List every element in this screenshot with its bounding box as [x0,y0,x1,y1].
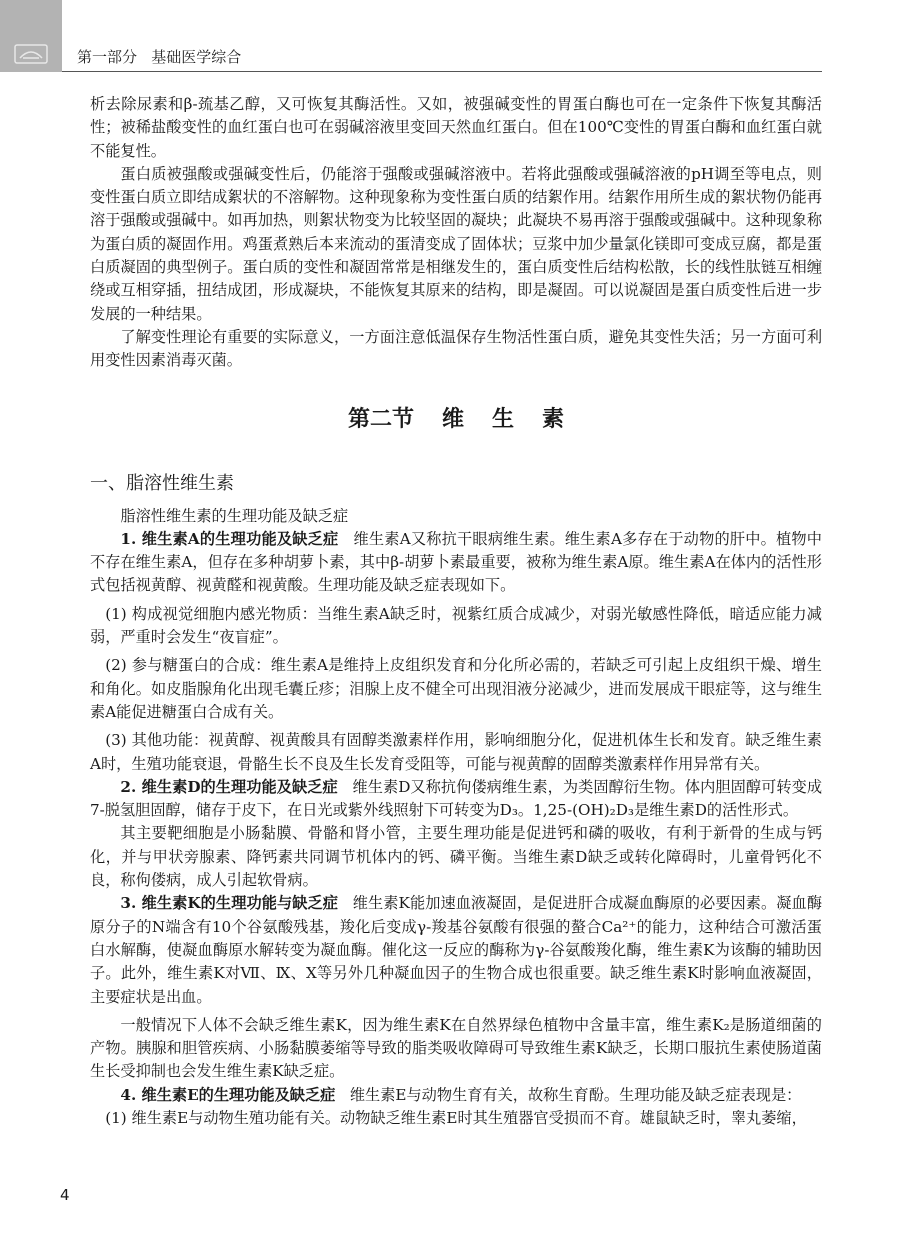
intro-line: 脂溶性维生素的生理功能及缺乏症 [120,506,349,525]
list-item: (1) 维生素E与动物生殖功能有关。动物缺乏维生素E时其生殖器官受损而不育。雄鼠缺乏时，睾丸萎缩， [105,1108,807,1127]
header-rule [62,71,822,72]
vitamin-d-paragraph: 2. 维生素D的生理功能及缺乏症 维生素D又称抗佝偻病维生素，为类固醇衍生物。体内胆固醇可转变成7-脱氢胆固醇，储存于皮下，在日光或紫外线照射下可转变为D₃。1,25-(OH)₂D₃是维生素D的活性形式。 [90,777,823,820]
list-item: (3) 其他功能：视黄醇、视黄酸具有固醇类激素样作用，影响细胞分化，促进机体生长和发育。缺乏维生素A时，生殖功能衰退，骨骼生长不良及生长发育受阻等，可能与视黄醇的固醇类激素样作用异常有关。 [90,731,822,773]
paragraph: 了解变性理论有重要的实际意义，一方面注意低温保存生物活性蛋白质，避免其变性失活；另一方面可利用变性因素消毒灭菌。 [90,327,822,370]
subsection-title: 一、脂溶性维生素 [90,472,234,494]
vitamin-d-heading: 2. 维生素D的生理功能及缺乏症 [120,777,338,796]
paragraph: 析去除尿素和β-巯基乙醇，又可恢复其酶活性。又如，被强碱变性的胃蛋白酶也可在一定条件下恢复其酶活性；被稀盐酸变性的血红蛋白也可在弱碱溶液里变回天然血红蛋白。但在100℃变性的胃蛋白酶和血红蛋白就不能复性。 [90,95,822,160]
vitamin-a-paragraph: 1. 维生素A的生理功能及缺乏症 维生素A又称抗干眼病维生素。维生素A多存在于动物的肝中。植物中不存在维生素A，但存在多种胡萝卜素，其中β-胡萝卜素最重要，被称为维生素A原。维生素A在体内的活性形式包括视黄醇、视黄醛和视黄酸。生理功能及缺乏症表现如下。 [90,529,822,595]
paragraph: 一般情况下人体不会缺乏维生素K，因为维生素K在自然界绿色植物中含量丰富，维生素K₂是肠道细菌的产物。胰腺和胆管疾病、小肠黏膜萎缩等导致的脂类吸收障碍可导致维生素K缺乏，长期口服抗生素使肠道菌生长受抑制也会发生维生素K缺乏症。 [90,1015,822,1081]
vitamin-e-paragraph: 4. 维生素E的生理功能及缺乏症 维生素E与动物生育有关，故称生育酚。生理功能及缺乏症表现是： [120,1085,802,1104]
list-item: (1) 构成视觉细胞内感光物质：当维生素A缺乏时，视紫红质合成减少，对弱光敏感性降低，暗适应能力减弱，严重时会发生“夜盲症”。 [90,604,822,647]
page-body [90,93,822,1130]
publisher-logo-icon [14,44,48,64]
vitamin-a-heading: 1. 维生素A的生理功能及缺乏症 [120,529,339,548]
page-number: 4 [60,1186,70,1204]
paragraph: 蛋白质被强酸或强碱变性后，仍能溶于强酸或强碱溶液中。若将此强酸或强碱溶液的pH调至等电点，则变性蛋白质立即结成絮状的不溶解物。这种现象称为变性蛋白质的结絮作用。结絮作用所生成的絮状物仍能再溶于强酸或强碱中。如再加热，则絮状物变为比较坚固的凝块；此凝块不易再溶于强酸或强碱中。这种现象称为蛋白质的凝固作用。鸡蛋煮熟后本来流动的蛋清变成了固体状；豆浆中加少量氯化镁即可变成豆腐，都是蛋白质凝固的典型例子。蛋白质的变性和凝固常常是相继发生的，蛋白质变性后结构松散，长的线性肽链互相缠绕或互相穿插，扭结成团，形成凝块，不能恢复其原来的结构，即是凝固。可以说凝固是蛋白质变性后进一步发展的一种结果。 [90,164,822,323]
paragraph: 其主要靶细胞是小肠黏膜、骨骼和肾小管，主要生理功能是促进钙和磷的吸收，有利于新骨的生成与钙化，并与甲状旁腺素、降钙素共同调节机体内的钙、磷平衡。当维生素D缺乏或转化障碍时，儿童骨钙化不良，称佝偻病，成人引起软骨病。 [90,824,822,890]
list-item: (2) 参与糖蛋白的合成：维生素A是维持上皮组织发育和分化所必需的，若缺乏可引起上皮组织干燥、增生和角化。如皮脂腺角化出现毛囊丘疹；泪腺上皮不健全可出现泪液分泌减少，进而发展成干眼症等，这与维生素A能促进糖蛋白合成有关。 [90,656,822,721]
running-header: 第一部分 基础医学综合 [77,48,242,66]
vitamin-e-heading: 4. 维生素E的生理功能及缺乏症 [120,1085,336,1104]
section-title: 第二节 维 生 素 [347,406,565,432]
vitamin-k-paragraph: 3. 维生素K的生理功能与缺乏症 维生素K能加速血液凝固，是促进肝合成凝血酶原的必要因素。凝血酶原分子的N端含有10个谷氨酸残基，羧化后变成γ-羧基谷氨酸有很强的螯合Ca²⁺的能力，这种结合可激活蛋白水解酶，使凝血酶原水解转变为凝血酶。催化这一反应的酶称为γ-谷氨酸羧化酶，维生素K为该酶的辅助因子。此外，维生素K对Ⅶ、Ⅸ、Ⅹ等另外几种凝血因子的生物合成也很重要。缺乏维生素K时影响血液凝固，主要症状是出血。 [90,894,823,1006]
vitamin-k-heading: 3. 维生素K的生理功能与缺乏症 [120,894,339,913]
